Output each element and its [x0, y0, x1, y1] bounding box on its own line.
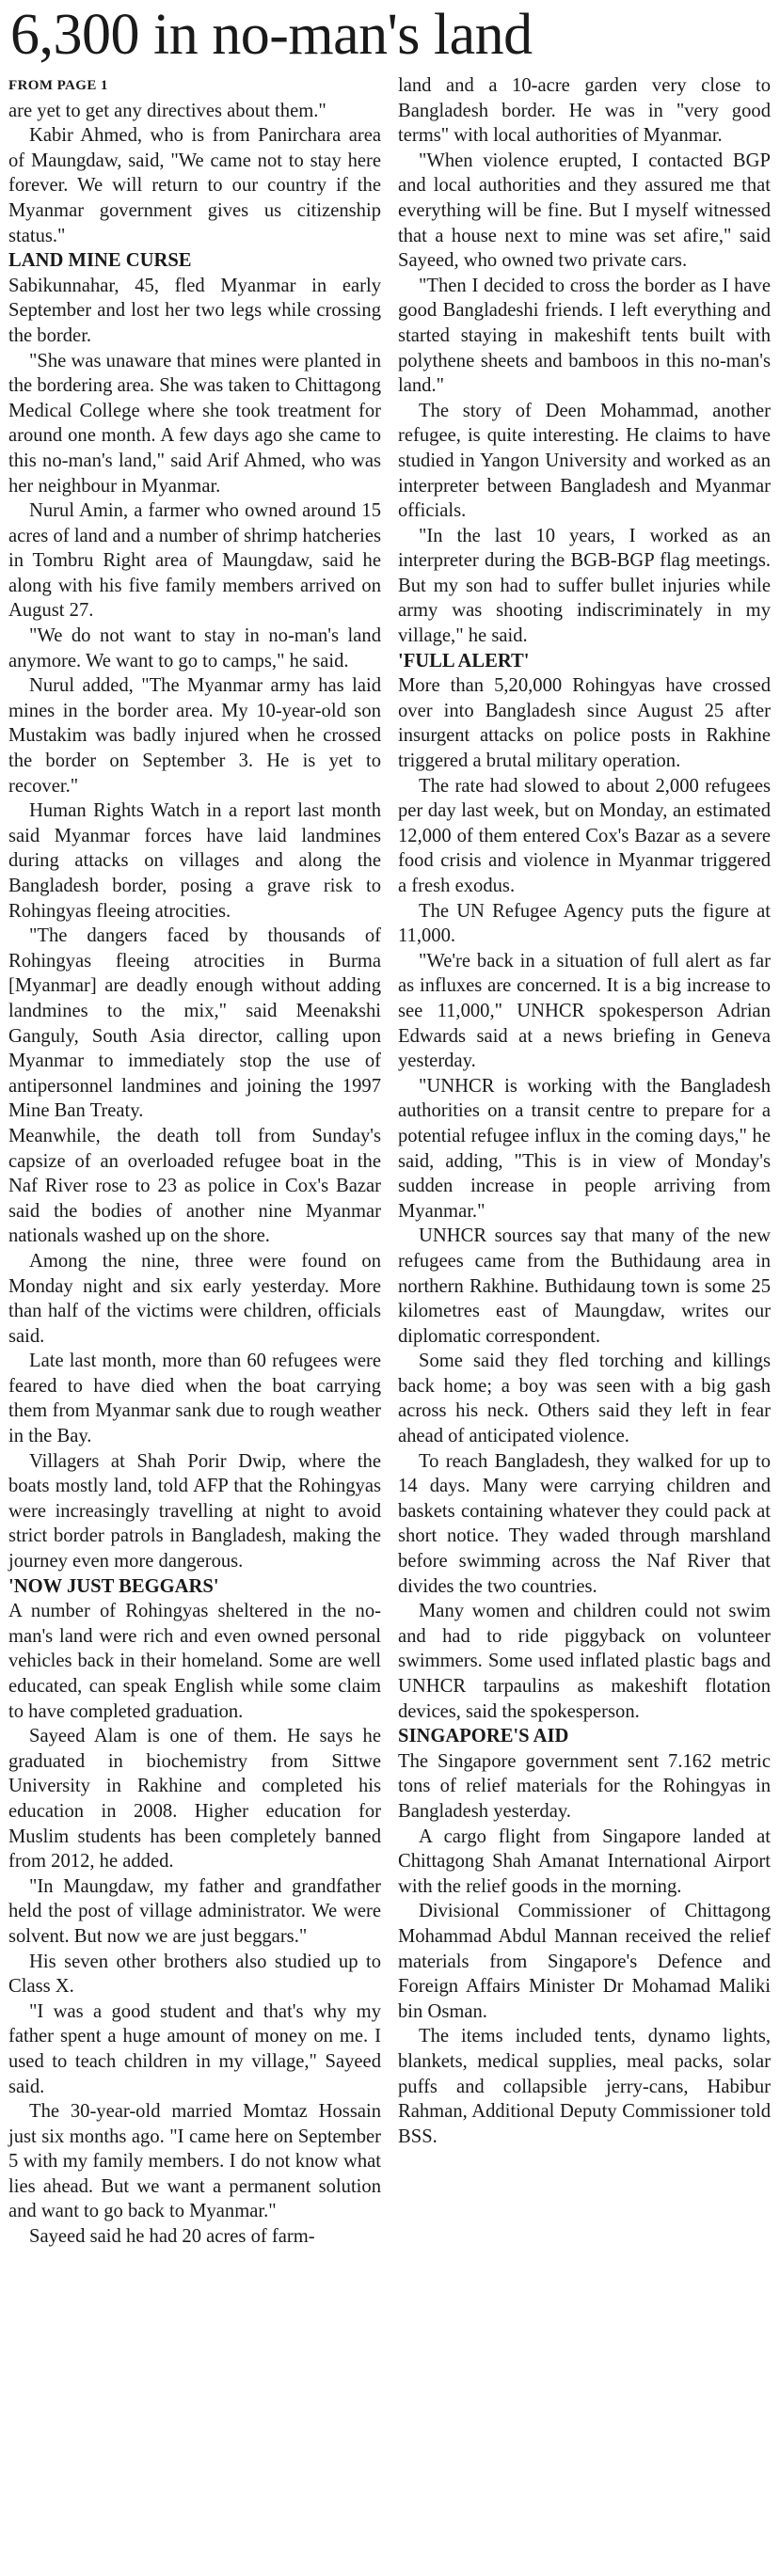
- kicker: FROM PAGE 1: [8, 78, 108, 93]
- article-paragraph: land and a 10-acre garden very close to Bangladesh border. He was in "very good terms" with local authorities of Myanmar.: [398, 75, 771, 147]
- article-paragraph: Sayeed said he had 20 acres of farm-: [29, 2226, 315, 2248]
- article-paragraph: "In the last 10 years, I worked as an interpreter during the BGB-BGP flag meetings. But my son had to suffer bullet injuries while army was shooting indiscriminately in my village," he said.: [398, 525, 771, 647]
- article-paragraph: Kabir Ahmed, who is from Panirchara area of Maungdaw, said, "We came not to stay here forever. We will return to our country if the Myanmar government gives us citizenship status.": [8, 125, 381, 246]
- article-paragraph: Nurul Amin, a farmer who owned around 15 acres of land and a number of shrimp hatcheries in Tombru Right area of Maungdaw, said he along with his five family members arrived on August 27.: [8, 500, 381, 622]
- headline: 6,300 in no-man's land: [10, 3, 533, 67]
- article-paragraph: The Singapore government sent 7.162 metric tons of relief materials for the Rohingyas in Bangladesh yesterday.: [398, 1750, 771, 1822]
- article-paragraph: A cargo flight from Singapore landed at Chittagong Shah Amanat International Airport with the relief goods in the morning.: [398, 1825, 771, 1897]
- article-paragraph: "UNHCR is working with the Bangladesh authorities on a transit centre to prepare for a potential refugee influx in the coming days," he said, adding, "This is in view of Monday's sudden increase in people arriving from Myanmar.": [398, 1075, 771, 1222]
- article-paragraph: "In Maungdaw, my father and grandfather held the post of village administrator. We were solvent. But now we are just beggars.": [8, 1875, 381, 1947]
- article-paragraph: The 30-year-old married Momtaz Hossain just six months ago. "I came here on September 5 with my family members. I do not know what lies ahead. But we want a permanent solution and want to go back to Myanmar.": [8, 2101, 381, 2222]
- section-subhead: SINGAPORE'S AID: [398, 1726, 569, 1747]
- article-paragraph: "We do not want to stay in no-man's land anymore. We want to go to camps," he said.: [8, 625, 381, 672]
- article-paragraph: The story of Deen Mohammad, another refugee, is quite interesting. He claims to have studied in Yangon University and worked as an interpreter between Bangladesh and Myanmar officials.: [398, 400, 771, 522]
- article-paragraph: Some said they fled torching and killings back home; a boy was seen with a big gash across his neck. Others said they left in fear ahead of anticipated violence.: [398, 1351, 771, 1447]
- article-paragraph: The UN Refugee Agency puts the figure at 11,000.: [398, 900, 771, 947]
- article-paragraph: "She was unaware that mines were planted in the bordering area. She was taken to Chittagong Medical College where she took treatment for around one month. A few days ago she came to this no-man's land," said Arif Ahmed, who was her neighbour in Myanmar.: [8, 350, 381, 497]
- article-paragraph: Human Rights Watch in a report last month said Myanmar forces have laid landmines during attacks on villages and along the Bangladesh border, posing a grave risk to Rohingyas fleeing atrocities.: [8, 800, 381, 922]
- article-paragraph: "When violence erupted, I contacted BGP and local authorities and they assured me that everything will be fine. But I myself witnessed that a house next to mine was set afire," said Sayeed, who owned two private cars.: [398, 150, 771, 272]
- article-paragraph: "Then I decided to cross the border as I have good Bangladeshi friends. I left everything and started staying in makeshift tents built with polythene sheets and bamboos in this no-man's land.": [398, 275, 771, 397]
- article-paragraph: Divisional Commissioner of Chittagong Mohammad Abdul Mannan received the relief materials from Singapore's Defence and Foreign Affairs Minister Dr Mohamad Maliki bin Osman.: [398, 1901, 771, 2022]
- article-paragraph: More than 5,20,000 Rohingyas have crossed over into Bangladesh since August 25 after insurgent attacks on police posts in Rakhine triggered a brutal military operation.: [398, 675, 771, 772]
- article-paragraph: are yet to get any directives about them.": [8, 100, 326, 121]
- article-paragraph: Sabikunnahar, 45, fled Myanmar in early September and lost her two legs while crossing the border.: [8, 275, 381, 346]
- article-columns: [8, 73, 772, 2250]
- section-subhead: 'FULL ALERT': [398, 650, 530, 672]
- article-paragraph: Sayeed Alam is one of them. He says he graduated in biochemistry from Sittwe University in Rakhine and completed his education in 2008. Higher education for Muslim students has been completely banned from 2012, he added.: [8, 1726, 381, 1873]
- article-paragraph: UNHCR sources say that many of the new refugees came from the Buthidaung area in northern Rakhine. Buthidaung town is some 25 kilometres east of Maungdaw, writes our diplomatic correspondent.: [398, 1225, 771, 1347]
- article-paragraph: Many women and children could not swim and had to ride piggyback on volunteer swimmers. Some used inflated plastic bags and UNHCR tarpaulins as makeshift flotation devices, said the spokesperson.: [398, 1601, 771, 1722]
- article-paragraph: Nurul added, "The Myanmar army has laid mines in the border area. My 10-year-old son Mustakim was badly injured when he crossed the border on September 3. He is yet to recover.": [8, 675, 381, 797]
- right-column: [398, 73, 771, 2149]
- article-paragraph: Villagers at Shah Porir Dwip, where the boats mostly land, told AFP that the Rohingyas were increasingly travelling at night to avoid strict border patrols in Bangladesh, making the journey even more dangerous.: [8, 1450, 381, 1572]
- article-paragraph: Meanwhile, the death toll from Sunday's capsize of an overloaded refugee boat in the Naf River rose to 23 as police in Cox's Bazar said the bodies of another nine Myanmar nationals washed up on the shore.: [8, 1125, 381, 1247]
- article-paragraph: To reach Bangladesh, they walked for up to 14 days. Many were carrying children and baskets containing whatever they could pack at short notice. They waded through marshland before swimming across the Naf River that divides the two countries.: [398, 1450, 771, 1597]
- article-paragraph: Late last month, more than 60 refugees were feared to have died when the boat carrying them from Myanmar sank due to rough weather in the Bay.: [8, 1351, 381, 1447]
- left-column: [8, 73, 381, 2250]
- article-paragraph: "The dangers faced by thousands of Rohingyas fleeing atrocities in Burma [Myanmar] are deadly enough without adding landmines to the mix," said Meenakshi Ganguly, South Asia director, calling upon Myanmar to immediately stop the use of antipersonnel landmines and joining the 1997 Mine Ban Treaty.: [8, 925, 381, 1122]
- article-paragraph: The rate had slowed to about 2,000 refugees per day last week, but on Monday, an estimated 12,000 of them entered Cox's Bazar as a severe food crisis and violence in Myanmar triggered a fresh exodus.: [398, 775, 771, 896]
- article-paragraph: His seven other brothers also studied up to Class X.: [8, 1951, 381, 1998]
- article-paragraph: The items included tents, dynamo lights, blankets, medical supplies, meal packs, solar puffs and collapsible jerry-cans, Habibur Rahman, Additional Deputy Commissioner told BSS.: [398, 2026, 771, 2147]
- section-subhead: 'NOW JUST BEGGARS': [8, 1575, 219, 1597]
- section-subhead: LAND MINE CURSE: [8, 250, 192, 272]
- article-paragraph: "I was a good student and that's why my father spent a huge amount of money on me. I used to teach children in my village," Sayeed said.: [8, 2000, 381, 2097]
- article-paragraph: "We're back in a situation of full alert as far as influxes are concerned. It is a big increase to see 11,000," UNHCR spokesperson Adrian Edwards said at a news briefing in Geneva yesterday.: [398, 950, 771, 1072]
- article-paragraph: Among the nine, three were found on Monday night and six early yesterday. More than half of the victims were children, officials said.: [8, 1250, 381, 1347]
- article-paragraph: A number of Rohingyas sheltered in the no-man's land were rich and even owned personal vehicles back in their homeland. Some are well educated, can speak English while some claim to have completed graduation.: [8, 1601, 381, 1722]
